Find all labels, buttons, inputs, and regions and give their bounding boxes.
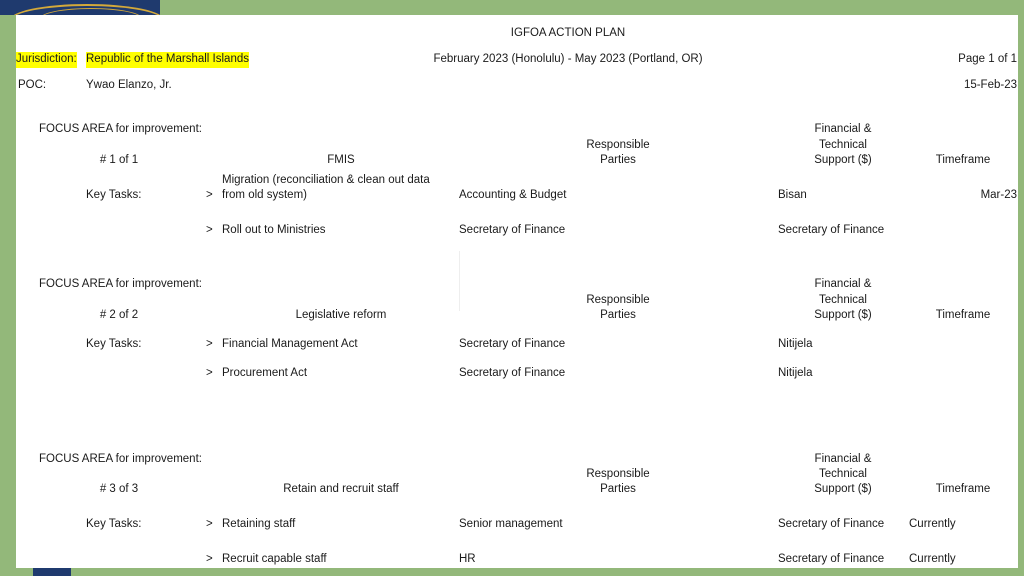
focus-area-label: FOCUS AREA for improvement: bbox=[39, 278, 202, 290]
focus-area-name: FMIS bbox=[327, 154, 355, 166]
responsible-header: Parties bbox=[600, 309, 636, 321]
task-bullet: > bbox=[206, 518, 213, 530]
support-header: Support ($) bbox=[814, 309, 872, 321]
action-plan-sheet bbox=[16, 15, 1018, 568]
support-header: Support ($) bbox=[814, 154, 872, 166]
task-responsible: Secretary of Finance bbox=[459, 224, 566, 236]
focus-area-name: Retain and recruit staff bbox=[283, 483, 399, 495]
support-header: Financial & bbox=[814, 123, 872, 135]
page-number: Page 1 of 1 bbox=[958, 53, 1017, 65]
jurisdiction-label: Jurisdiction: bbox=[16, 52, 77, 68]
poc-label: POC: bbox=[18, 79, 47, 91]
responsible-header: Responsible bbox=[586, 139, 650, 151]
task-timeframe: Currently bbox=[909, 518, 956, 530]
column-divider bbox=[459, 251, 460, 311]
logo-band bbox=[0, 0, 160, 15]
task-text: Financial Management Act bbox=[222, 338, 358, 350]
task-responsible: Accounting & Budget bbox=[459, 189, 567, 201]
decorative-band bbox=[33, 568, 71, 576]
task-timeframe: Currently bbox=[909, 553, 956, 565]
task-support: Secretary of Finance bbox=[778, 518, 885, 530]
task-timeframe: Mar-23 bbox=[980, 189, 1017, 201]
support-header: Technical bbox=[819, 294, 867, 306]
task-bullet: > bbox=[206, 367, 213, 379]
document-date: 15-Feb-23 bbox=[963, 79, 1017, 91]
task-support: Bisan bbox=[778, 189, 807, 201]
support-header: Technical bbox=[819, 468, 867, 480]
responsible-header: Responsible bbox=[586, 294, 650, 306]
timeframe-header: Timeframe bbox=[935, 309, 991, 321]
support-header: Support ($) bbox=[814, 483, 872, 495]
task-responsible: Senior management bbox=[459, 518, 563, 530]
timeframe-header: Timeframe bbox=[935, 483, 991, 495]
key-tasks-label: Key Tasks: bbox=[86, 518, 142, 530]
support-header: Financial & bbox=[814, 453, 872, 465]
focus-area-label: FOCUS AREA for improvement: bbox=[39, 453, 202, 465]
focus-area-number: # 2 of 2 bbox=[99, 309, 139, 321]
focus-area-name: Legislative reform bbox=[295, 309, 387, 321]
meeting-dates: February 2023 (Honolulu) - May 2023 (Portland, OR) bbox=[433, 53, 703, 65]
responsible-header: Parties bbox=[600, 154, 636, 166]
support-header: Technical bbox=[819, 139, 867, 151]
task-text: Retaining staff bbox=[222, 518, 296, 530]
task-text: Roll out to Ministries bbox=[222, 224, 326, 236]
focus-area-number: # 1 of 1 bbox=[99, 154, 139, 166]
jurisdiction-value: Republic of the Marshall Islands bbox=[86, 52, 249, 68]
task-bullet: > bbox=[206, 224, 213, 236]
task-text: from old system) bbox=[222, 189, 307, 201]
task-text: Procurement Act bbox=[222, 367, 308, 379]
task-responsible: HR bbox=[459, 553, 476, 565]
task-support: Nitijela bbox=[778, 338, 813, 350]
task-support: Secretary of Finance bbox=[778, 224, 885, 236]
focus-area-number: # 3 of 3 bbox=[99, 483, 139, 495]
support-header: Financial & bbox=[814, 278, 872, 290]
task-text: Migration (reconciliation & clean out data bbox=[222, 174, 430, 186]
timeframe-header: Timeframe bbox=[935, 154, 991, 166]
task-support: Secretary of Finance bbox=[778, 553, 885, 565]
key-tasks-label: Key Tasks: bbox=[86, 338, 142, 350]
poc-value: Ywao Elanzo, Jr. bbox=[86, 79, 172, 91]
task-text: Recruit capable staff bbox=[222, 553, 327, 565]
task-bullet: > bbox=[206, 189, 213, 201]
task-bullet: > bbox=[206, 553, 213, 565]
task-responsible: Secretary of Finance bbox=[459, 367, 566, 379]
task-support: Nitijela bbox=[778, 367, 813, 379]
page-title: IGFOA ACTION PLAN bbox=[510, 27, 626, 39]
focus-area-label: FOCUS AREA for improvement: bbox=[39, 123, 202, 135]
key-tasks-label: Key Tasks: bbox=[86, 189, 142, 201]
responsible-header: Parties bbox=[600, 483, 636, 495]
task-responsible: Secretary of Finance bbox=[459, 338, 566, 350]
task-bullet: > bbox=[206, 338, 213, 350]
responsible-header: Responsible bbox=[586, 468, 650, 480]
